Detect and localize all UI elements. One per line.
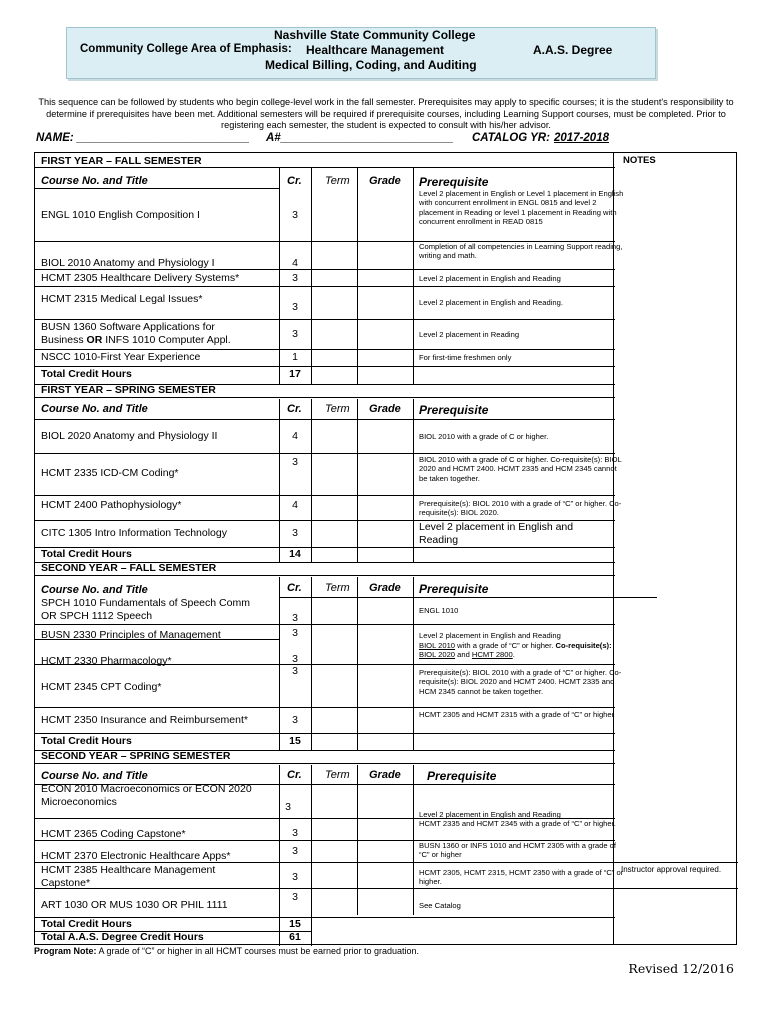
course-prereq: HCMT 2305 and HCMT 2315 with a grade of “C” or higher	[419, 710, 615, 719]
col-term: Term	[325, 582, 350, 594]
course-title: HCMT 2385 Healthcare Management Capstone*	[41, 864, 216, 889]
course-prereq: Level 2 placement in English and Reading	[419, 631, 561, 640]
emphasis-value: Healthcare Management	[306, 43, 445, 57]
col-term: Term	[325, 175, 350, 187]
course-credits: 3	[292, 871, 298, 883]
course-title: HCMT 2350 Insurance and Reimbursement*	[41, 714, 248, 726]
course-title: ENGL 1010 English Composition I	[41, 209, 200, 221]
course-credits: 4	[292, 499, 298, 511]
course-credits: 4	[292, 430, 298, 442]
course-prereq: BUSN 1360 or INFS 1010 and HCMT 2305 with a grade of “C” or higher	[419, 841, 616, 860]
total-credit-value: 15	[289, 735, 301, 747]
course-prereq: For first-time freshmen only	[419, 353, 512, 362]
course-title: HCMT 2400 Pathophysiology*	[41, 499, 182, 511]
course-title: BUSN 2330 Principles of Management	[41, 629, 221, 641]
course-title: HCMT 2305 Healthcare Delivery Systems*	[41, 272, 240, 284]
course-credits: 3	[292, 627, 298, 639]
course-title: ART 1030 OR MUS 1030 OR PHIL 1111	[41, 899, 228, 911]
course-grid	[34, 152, 737, 945]
col-grade: Grade	[369, 769, 401, 781]
course-credits: 3	[292, 653, 298, 665]
total-credit-value: 14	[289, 548, 301, 560]
total-credit-label: Total Credit Hours	[41, 548, 132, 560]
course-prereq: Level 2 placement in English and Reading	[419, 274, 561, 283]
course-prereq: BIOL 2010 with a grade of C or higher. Co-requisite(s): BIOL 2020 and HCMT 2400. HCMT 2335 and HCM 2345 cannot be taken together.	[419, 455, 622, 483]
course-prereq: Level 2 placement in Reading	[419, 330, 520, 339]
course-title: HCMT 2365 Coding Capstone*	[41, 828, 186, 840]
col-grade: Grade	[369, 582, 401, 594]
degree-label: A.A.S. Degree	[533, 43, 613, 57]
grand-total-label: Total A.A.S. Degree Credit Hours	[41, 931, 204, 943]
course-prereq: Level 2 placement in English and Reading	[419, 521, 574, 546]
course-prereq: BIOL 2010 with a grade of C or higher.	[419, 432, 549, 441]
course-title: HCMT 2370 Electronic Healthcare Apps*	[41, 850, 231, 862]
course-title: HCMT 2330 Pharmacology*	[41, 655, 172, 667]
course-prereq: Prerequisite(s): BIOL 2010 with a grade of “C” or higher. Co-requisite(s): BIOL 2020.	[419, 499, 622, 518]
section-title: SECOND YEAR – FALL SEMESTER	[41, 562, 217, 574]
emphasis-label: Community College Area of Emphasis:	[80, 43, 292, 55]
course-title: CITC 1305 Intro Information Technology	[41, 527, 227, 539]
section-title: SECOND YEAR – SPRING SEMESTER	[41, 750, 231, 762]
course-prereq: Prerequisite(s): BIOL 2010 with a grade of “C” or higher. Co-requisite(s): BIOL 2020 and HCMT 2400. HCMT 2335 and HCM 2345 cannot be taken together.	[419, 668, 622, 696]
catalog-year-value: 2017-2018	[554, 132, 609, 144]
total-credit-value: 17	[289, 368, 301, 380]
course-credits: 3	[292, 714, 298, 726]
notes-header: NOTES	[623, 155, 656, 166]
col-grade: Grade	[369, 175, 401, 187]
grand-total-value: 61	[289, 931, 301, 943]
col-term: Term	[325, 769, 350, 781]
name-field: NAME: ___________________________	[36, 132, 250, 144]
col-course: Course No. and Title	[41, 770, 148, 782]
program-title: Medical Billing, Coding, and Auditing	[265, 58, 477, 72]
course-credits: 3	[292, 612, 298, 624]
col-cr: Cr.	[287, 769, 302, 781]
col-course: Course No. and Title	[41, 175, 148, 187]
course-title: NSCC 1010-First Year Experience	[41, 351, 201, 363]
course-credits: 3	[292, 665, 298, 677]
course-title: BIOL 2010 Anatomy and Physiology I	[41, 257, 215, 269]
notes-column	[613, 153, 736, 944]
course-title: BUSN 1360 Software Applications for Business OR INFS 1010 Computer Appl.	[41, 321, 231, 346]
course-credits: 3	[292, 845, 298, 857]
total-credit-label: Total Credit Hours	[41, 368, 132, 380]
section-title: FIRST YEAR – SPRING SEMESTER	[41, 384, 216, 396]
college-name: Nashville State Community College	[274, 28, 476, 42]
col-cr: Cr.	[287, 582, 302, 594]
course-prereq: HCMT 2305, HCMT 2315, HCMT 2350 with a grade of “C” or higher.	[419, 868, 624, 887]
total-credit-value: 15	[289, 918, 301, 930]
intro-text: This sequence can be followed by students who begin college-level work in the fall semester. Prerequisites may apply to specific courses; it is the student's responsibility to determine if prerequisites have been met. Additional semesters will be required if prerequisite courses, including Learning Support courses, must be completed. Prior to registering each semester, the student is expected to consult with his/her advisor.	[38, 97, 734, 130]
course-prereq: Level 2 placement in English or Level 1 placement in English with concurrent enrollment in ENGL 0815 and level 2 placement in Reading or level 1 placement in Reading with concurrent enrollment in READ 0815	[419, 189, 624, 227]
total-credit-label: Total Credit Hours	[41, 735, 132, 747]
col-cr: Cr.	[287, 403, 302, 415]
course-title: HCMT 2315 Medical Legal Issues*	[41, 293, 203, 305]
course-credits: 3	[292, 891, 298, 903]
total-credit-label: Total Credit Hours	[41, 918, 132, 930]
course-credits: 3	[292, 827, 298, 839]
col-prereq: Prerequisite	[427, 769, 497, 783]
course-prereq: Level 2 placement in English and Reading	[419, 810, 561, 819]
course-credits: 3	[292, 301, 298, 313]
col-prereq: Prerequisite	[419, 403, 489, 417]
col-course: Course No. and Title	[41, 584, 148, 596]
col-prereq: Prerequisite	[419, 175, 489, 189]
course-prereq: HCMT 2335 and HCMT 2345 with a grade of “C” or higher.	[419, 819, 616, 828]
course-title: ECON 2010 Macroeconomics or ECON 2020 Microeconomics	[41, 783, 252, 808]
program-note: Program Note: A grade of “C” or higher in all HCMT courses must be earned prior to graduation.	[34, 946, 420, 956]
col-course: Course No. and Title	[41, 403, 148, 415]
course-credits: 1	[292, 351, 298, 363]
catalog-year-label: CATALOG YR:	[472, 132, 550, 144]
revised-date: Revised 12/2016	[628, 961, 734, 976]
course-prereq: BIOL 2010 with a grade of “C” or higher. Co-requisite(s): BIOL 2020 and HCMT 2800.	[419, 641, 612, 660]
course-prereq: ENGL 1010	[419, 606, 459, 615]
course-credits: 4	[292, 257, 298, 269]
note-text: Instructor approval required.	[621, 865, 722, 874]
course-credits: 3	[292, 456, 298, 468]
course-credits: 3	[292, 272, 298, 284]
section-title: FIRST YEAR – FALL SEMESTER	[41, 155, 202, 167]
course-prereq: Level 2 placement in English and Reading.	[419, 298, 563, 307]
col-term: Term	[325, 403, 350, 415]
course-title: HCMT 2335 ICD-CM Coding*	[41, 467, 179, 479]
id-field: A#___________________________	[266, 132, 454, 144]
col-prereq: Prerequisite	[419, 582, 489, 596]
course-credits: 3	[292, 527, 298, 539]
col-grade: Grade	[369, 403, 401, 415]
course-title: BIOL 2020 Anatomy and Physiology II	[41, 430, 218, 442]
course-title: SPCH 1010 Fundamentals of Speech Comm OR SPCH 1112 Speech	[41, 597, 250, 622]
course-credits: 3	[292, 328, 298, 340]
course-title: HCMT 2345 CPT Coding*	[41, 681, 162, 693]
course-prereq: See Catalog	[419, 901, 461, 910]
course-credits: 3	[292, 209, 298, 221]
col-cr: Cr.	[287, 175, 302, 187]
course-credits: 3	[285, 801, 291, 813]
course-prereq: Completion of all competencies in Learning Support reading, writing and math.	[419, 242, 623, 261]
